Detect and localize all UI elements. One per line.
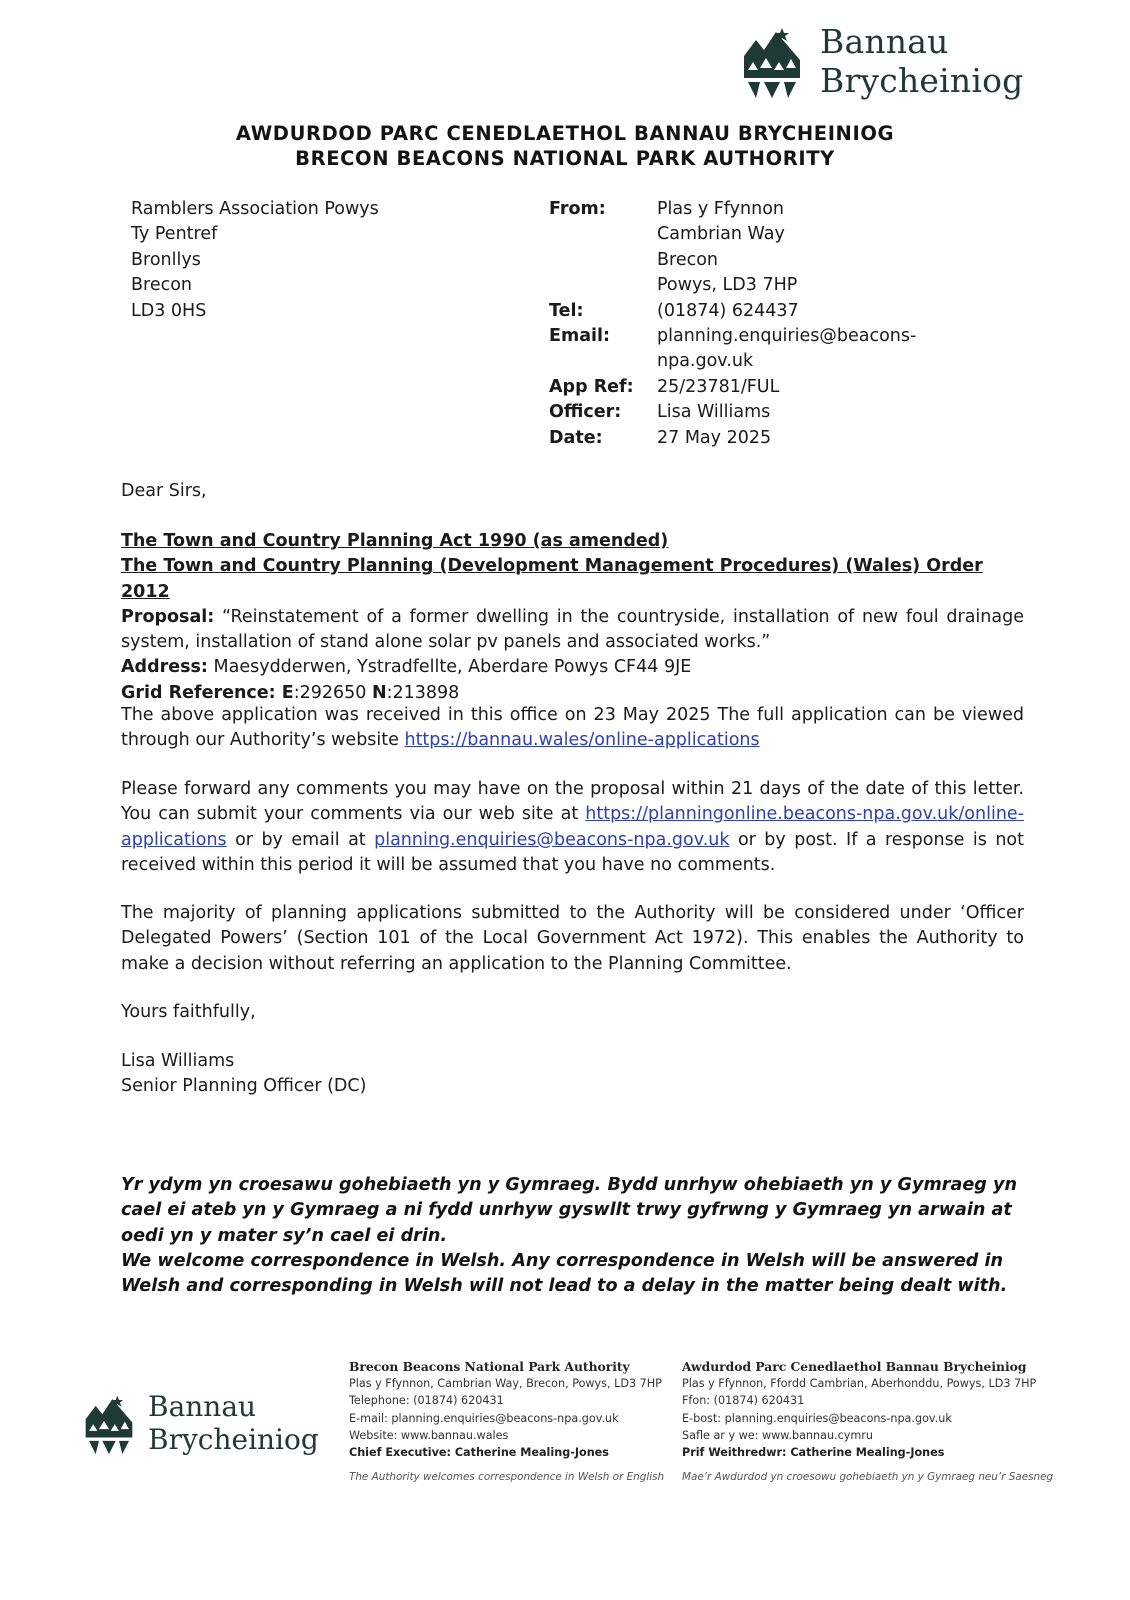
planning-email-link[interactable]: planning.enquiries@beacons-npa.gov.uk — [374, 829, 730, 850]
appref-value: 25/23781/FUL — [657, 376, 780, 397]
closing: Yours faithfully, — [121, 1002, 256, 1022]
footer-en-address: Plas y Ffynnon, Cambrian Way, Brecon, Powys, LD3 7HP — [349, 1377, 662, 1391]
from-line: Plas y Ffynnon — [657, 199, 784, 219]
grid-label: Grid Reference: — [121, 682, 276, 703]
footer-english — [349, 1358, 664, 1486]
from-line: Cambrian Way — [657, 224, 785, 245]
address-text: Maesydderwen, Ystradfellte, Aberdare Powys CF44 9JE — [207, 657, 692, 678]
recipient-line: LD3 0HS — [131, 300, 207, 321]
grid-e-label: E — [275, 682, 294, 703]
footer-en-chief-executive: Chief Executive: Catherine Mealing-Jones — [349, 1446, 609, 1460]
footer-logo — [84, 1390, 334, 1470]
sender-details — [549, 197, 969, 451]
email-value-line1: planning.enquiries@beacons- — [657, 325, 917, 346]
footer-cy-phone: Ffon: (01874) 620431 — [682, 1394, 805, 1408]
brand-name-line1: Bannau — [820, 22, 949, 61]
grid-n-value: :213898 — [386, 682, 460, 703]
footer-cy-heading: Awdurdod Parc Cenedlaethol Bannau Brycheiniog — [682, 1359, 1027, 1374]
footer-en-note: The Authority welcomes correspondence in Welsh or English — [349, 1471, 665, 1484]
tel-label: Tel: — [549, 300, 584, 321]
signatory-title: Senior Planning Officer (DC) — [121, 1076, 367, 1096]
para1-text: The above application was received in this office on 23 May 2025 The full application can be viewed through our Authority’s website — [121, 705, 1024, 751]
english-notice: We welcome correspondence in Welsh. Any correspondence in Welsh will be answered in Welsh and corresponding in Welsh will not lead to a delay in the matter being dealt with. — [121, 1250, 1008, 1297]
signatory-name: Lisa Williams — [121, 1051, 235, 1071]
officer-value: Lisa Williams — [657, 402, 771, 423]
paragraph-delegated-powers: The majority of planning applications submitted to the Authority will be considered under ‘Officer Delegated Powers’ (Section 101 of the Local Government Act 1972). This enables the Authority to make a decision without referring an application to the Planning Committee. — [121, 903, 1024, 974]
salutation: Dear Sirs, — [121, 481, 207, 501]
date-value: 27 May 2025 — [657, 427, 772, 448]
from-line: Powys, LD3 7HP — [657, 275, 798, 296]
footer-en-email: E-mail: planning.enquiries@beacons-npa.gov.uk — [349, 1411, 619, 1425]
footer-cy-email: E-bost: planning.enquiries@beacons-npa.gov.uk — [682, 1411, 952, 1425]
online-applications-link[interactable]: https://bannau.wales/online-applications — [404, 730, 760, 751]
footer-brand-line1: Bannau — [148, 1390, 257, 1423]
email-label: Email: — [549, 325, 610, 346]
officer-label: Officer: — [549, 402, 622, 423]
para2-text2: or by email at — [226, 829, 375, 850]
proposal-block — [121, 529, 1024, 706]
recipient-line: Ramblers Association Powys — [131, 199, 379, 219]
mountain-logo-icon — [742, 26, 802, 100]
mountain-logo-icon — [84, 1394, 134, 1456]
recipient-line: Brecon — [131, 275, 193, 296]
para2-text1: Please forward any comments you may have on the proposal within 21 days of the date of this letter. You can submit your comments via our web site at — [121, 779, 1024, 825]
heading-welsh: AWDURDOD PARC CENEDLAETHOL BANNAU BRYCHEINIOG — [235, 122, 895, 145]
footer-cy-note: Mae’r Awdurdod yn croesowu gohebiaeth yn y Gymraeg neu’r Saesneg — [682, 1471, 1054, 1484]
date-label: Date: — [549, 427, 603, 448]
brand-name-line2: Brycheiniog — [820, 61, 1024, 100]
paragraph-received — [121, 703, 1024, 754]
paragraph-comments — [121, 777, 1024, 878]
language-notice — [121, 1173, 1024, 1299]
brand-logo — [742, 22, 1032, 104]
act-title-1: The Town and Country Planning Act 1990 (as amended) — [121, 531, 669, 551]
recipient-address — [131, 197, 379, 324]
address-label: Address: — [121, 657, 208, 678]
footer-en-phone: Telephone: (01874) 620431 — [349, 1394, 504, 1408]
recipient-line: Bronllys — [131, 249, 201, 270]
recipient-line: Ty Pentref — [131, 224, 218, 245]
planning-online-link[interactable]: https://planningonline.beacons-npa.gov.uk/online-applications — [121, 804, 1024, 850]
proposal-text: “Reinstatement of a former dwelling in the countryside, installation of new foul drainage system, installation of stand alone solar pv panels and associated works.” — [121, 606, 1024, 653]
act-title-2: The Town and Country Planning (Development Management Procedures) (Wales) Order 2012 — [121, 556, 983, 602]
grid-n-label: N — [371, 682, 387, 703]
appref-label: App Ref: — [549, 376, 634, 397]
proposal-label: Proposal: — [121, 606, 215, 627]
heading-english: BRECON BEACONS NATIONAL PARK AUTHORITY — [295, 147, 835, 170]
footer-en-web: Website: www.bannau.wales — [349, 1428, 509, 1442]
footer-cy-chief-executive: Prif Weithredwr: Catherine Mealing-Jones — [682, 1446, 945, 1460]
from-line: Brecon — [657, 249, 719, 270]
footer-cy-address: Plas y Ffynnon, Ffordd Cambrian, Aberhonddu, Powys, LD3 7HP — [682, 1377, 1037, 1391]
footer-en-heading: Brecon Beacons National Park Authority — [349, 1359, 630, 1374]
footer-welsh — [682, 1358, 1053, 1486]
footer-brand-line2: Brycheiniog — [148, 1423, 319, 1456]
email-value-line2: npa.gov.uk — [657, 351, 754, 372]
grid-e-value: :292650 — [293, 682, 372, 703]
tel-value: (01874) 624437 — [657, 300, 799, 321]
para2-text3: or by post. If a response is not received within this period it will be assumed that you have no comments. — [121, 829, 1024, 875]
welsh-notice: Yr ydym yn croesawu gohebiaeth yn y Gymraeg. Bydd unrhyw ohebiaeth yn y Gymraeg yn cael ei ateb yn y Gymraeg a ni fydd unrhyw gyswllt trwy gyfrwng y Gymraeg yn arwain at oedi yn y mater sy’n cael ei drin. — [121, 1175, 1017, 1246]
footer-cy-web: Safle ar y we: www.bannau.cymru — [682, 1428, 873, 1442]
from-label: From: — [549, 199, 606, 219]
